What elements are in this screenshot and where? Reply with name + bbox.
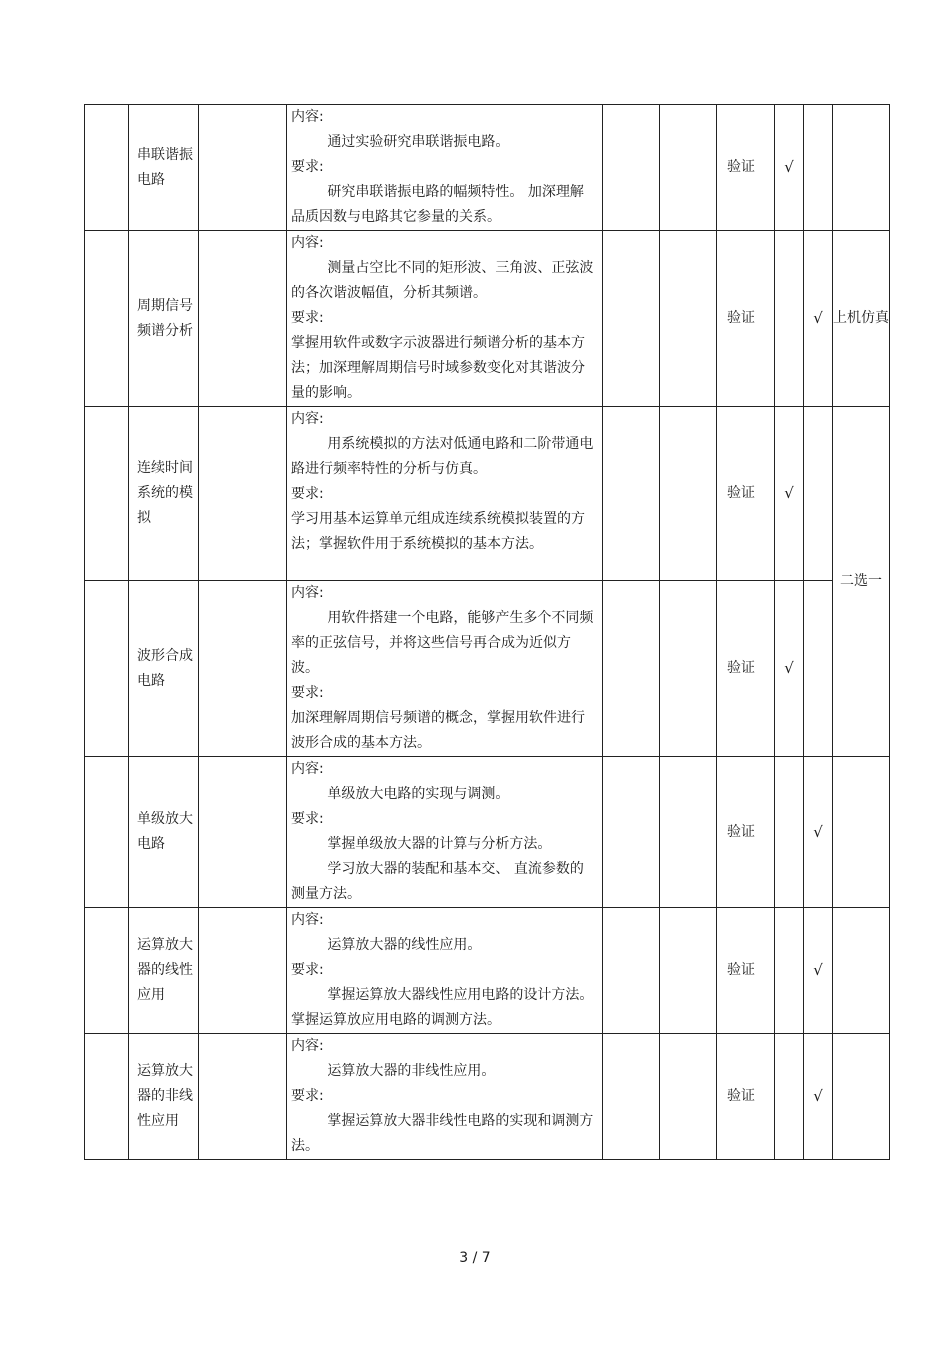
- requirement-label: 要求:: [291, 159, 324, 175]
- check-mark-a: [775, 231, 804, 407]
- blank-cell: [85, 581, 129, 757]
- blank-cell: [603, 908, 660, 1034]
- requirement-text: 掌握用软件或数字示波器进行频谱分析的基本方法；加深理解周期信号时域参数变化对其谐波分量的影响。: [291, 335, 585, 401]
- check-mark-b: [804, 105, 833, 231]
- experiment-type: 验证: [717, 231, 775, 407]
- experiment-name: 单级放大电路: [129, 757, 199, 908]
- blank-cell: [199, 757, 287, 908]
- content-text: 单级放大电路的实现与调测。: [327, 786, 510, 802]
- blank-cell: [199, 581, 287, 757]
- check-mark-a: √: [775, 581, 804, 757]
- blank-cell: [199, 908, 287, 1034]
- experiment-content-cell: [287, 407, 603, 581]
- content-text: 运算放大器的非线性应用。: [327, 1063, 496, 1079]
- requirement-label: 要求:: [291, 310, 324, 326]
- requirement-label: 要求:: [291, 1088, 324, 1104]
- experiment-type: 验证: [717, 581, 775, 757]
- requirement-label: 要求:: [291, 962, 324, 978]
- content-label: 内容:: [291, 235, 324, 251]
- experiment-table: [84, 104, 890, 1160]
- blank-cell: [603, 1034, 660, 1160]
- blank-cell: [603, 757, 660, 908]
- experiment-content-cell: [287, 757, 603, 908]
- table-row: [85, 105, 890, 231]
- check-mark-b: √: [804, 908, 833, 1034]
- content-text: 运算放大器的线性应用。: [327, 937, 482, 953]
- table-row: [85, 231, 890, 407]
- note-cell: [833, 908, 890, 1034]
- experiment-content-cell: [287, 581, 603, 757]
- experiment-content-cell: [287, 908, 603, 1034]
- experiment-content-cell: [287, 105, 603, 231]
- experiment-content-cell: [287, 231, 603, 407]
- requirement-text-2: 学习放大器的装配和基本交、 直流参数的测量方法。: [291, 861, 584, 902]
- check-mark-b: √: [804, 231, 833, 407]
- check-mark-b: [804, 581, 833, 757]
- content-text: 用系统模拟的方法对低通电路和二阶带通电路进行频率特性的分析与仿真。: [291, 436, 594, 477]
- blank-cell: [603, 581, 660, 757]
- experiment-name: 串联谐振电路: [129, 105, 199, 231]
- requirement-label: 要求:: [291, 685, 324, 701]
- check-mark-a: √: [775, 105, 804, 231]
- table-row: [85, 1034, 890, 1160]
- blank-cell: [660, 231, 717, 407]
- requirement-label: 要求:: [291, 811, 324, 827]
- requirement-text: 研究串联谐振电路的幅频特性。 加深理解品质因数与电路其它参量的关系。: [291, 184, 584, 225]
- blank-cell: [660, 581, 717, 757]
- blank-cell: [199, 105, 287, 231]
- note-choose-one: 二选一: [833, 407, 890, 757]
- experiment-type: 验证: [717, 757, 775, 908]
- check-mark-a: [775, 908, 804, 1034]
- blank-cell: [199, 1034, 287, 1160]
- check-mark-b: √: [804, 757, 833, 908]
- table-row: [85, 581, 890, 757]
- blank-cell: [660, 105, 717, 231]
- experiment-type: 验证: [717, 1034, 775, 1160]
- page-number: 3 / 7: [459, 1250, 491, 1266]
- experiment-name: 周期信号频谱分析: [129, 231, 199, 407]
- check-mark-a: [775, 757, 804, 908]
- content-text: 通过实验研究串联谐振电路。: [327, 134, 510, 150]
- content-label: 内容:: [291, 1038, 324, 1054]
- check-mark-a: [775, 1034, 804, 1160]
- blank-cell: [660, 908, 717, 1034]
- note-simulation: 上机仿真: [833, 231, 890, 407]
- check-mark-b: [804, 407, 833, 581]
- table-row: [85, 908, 890, 1034]
- experiment-name: 运算放大器的线性应用: [129, 908, 199, 1034]
- experiment-type: 验证: [717, 105, 775, 231]
- blank-cell: [85, 1034, 129, 1160]
- blank-cell: [603, 105, 660, 231]
- requirement-text: 学习用基本运算单元组成连续系统模拟装置的方法；掌握软件用于系统模拟的基本方法。: [291, 511, 585, 552]
- experiment-type: 验证: [717, 407, 775, 581]
- check-mark-a: √: [775, 407, 804, 581]
- content-label: 内容:: [291, 761, 324, 777]
- blank-cell: [660, 757, 717, 908]
- requirement-label: 要求:: [291, 486, 324, 502]
- blank-cell: [199, 231, 287, 407]
- blank-cell: [85, 231, 129, 407]
- experiment-name: 连续时间系统的模拟: [129, 407, 199, 581]
- blank-cell: [603, 407, 660, 581]
- experiment-type: 验证: [717, 908, 775, 1034]
- requirement-text: 掌握运算放大器非线性电路的实现和调测方法。: [291, 1113, 594, 1154]
- blank-cell: [85, 908, 129, 1034]
- experiment-name: 运算放大器的非线性应用: [129, 1034, 199, 1160]
- note-cell: [833, 1034, 890, 1160]
- requirement-text: 加深理解周期信号频谱的概念，掌握用软件进行波形合成的基本方法。: [291, 710, 585, 751]
- blank-cell: [85, 757, 129, 908]
- note-cell: [833, 105, 890, 231]
- blank-cell: [199, 407, 287, 581]
- content-label: 内容:: [291, 912, 324, 928]
- table-row: [85, 407, 890, 581]
- content-text: 用软件搭建一个电路，能够产生多个不同频率的正弦信号，并将这些信号再合成为近似方波。: [291, 610, 594, 676]
- blank-cell: [85, 105, 129, 231]
- content-label: 内容:: [291, 109, 324, 125]
- table-row: [85, 757, 890, 908]
- blank-cell: [85, 407, 129, 581]
- experiment-content-cell: [287, 1034, 603, 1160]
- requirement-text: 掌握运算放大器线性应用电路的设计方法。掌握运算放应用电路的调测方法。: [291, 987, 594, 1028]
- blank-cell: [660, 407, 717, 581]
- content-label: 内容:: [291, 585, 324, 601]
- blank-cell: [603, 231, 660, 407]
- content-label: 内容:: [291, 411, 324, 427]
- experiment-name: 波形合成电路: [129, 581, 199, 757]
- check-mark-b: √: [804, 1034, 833, 1160]
- content-text: 测量占空比不同的矩形波、三角波、正弦波的各次谐波幅值，分析其频谱。: [291, 260, 594, 301]
- note-cell: [833, 757, 890, 908]
- requirement-text: 掌握单级放大器的计算与分析方法。: [327, 836, 552, 852]
- blank-cell: [660, 1034, 717, 1160]
